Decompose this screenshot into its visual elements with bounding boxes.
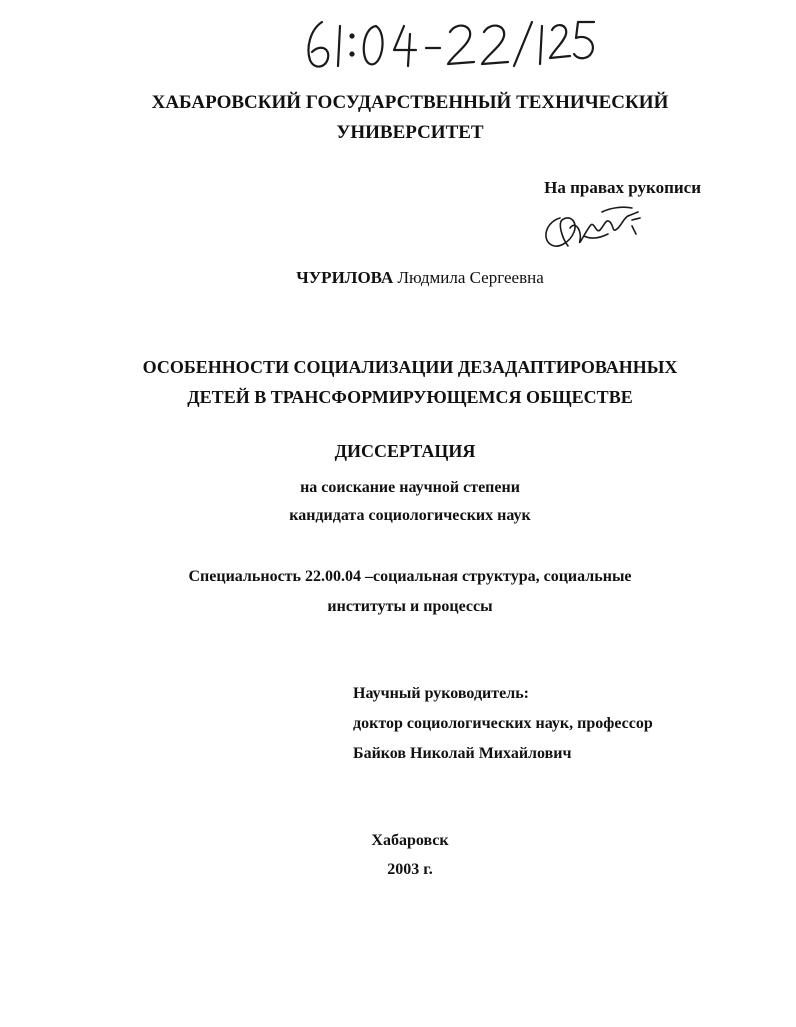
city: Хабаровск — [371, 832, 449, 849]
scientific-supervisor — [353, 679, 653, 769]
degree-line-2: кандидата социологических наук — [289, 507, 531, 524]
archive-code-handwriting — [300, 8, 600, 78]
author-signature — [540, 198, 645, 258]
university-line-2: УНИВЕРСИТЕТ — [336, 122, 484, 143]
title-line-1: ОСОБЕННОСТИ СОЦИАЛИЗАЦИИ ДЕЗАДАПТИРОВАННЫХ — [142, 357, 678, 377]
supervisor-name: Байков Николай Михайлович — [353, 745, 572, 762]
degree-line-1: на соискание научной степени — [300, 479, 520, 496]
dissertation-title — [0, 352, 796, 412]
supervisor-academic-title: доктор социологических наук, профессор — [353, 715, 653, 732]
place-and-year — [0, 826, 796, 884]
title-line-2: ДЕТЕЙ В ТРАНСФОРМИРУЮЩЕМСЯ ОБЩЕСТВЕ — [187, 387, 633, 407]
university-line-1: ХАБАРОВСКИЙ ГОСУДАРСТВЕННЫЙ ТЕХНИЧЕСКИЙ — [151, 92, 669, 113]
handwritten-archive-code — [300, 8, 600, 78]
specialty-line-2: институты и процессы — [327, 598, 493, 615]
supervisor-heading: Научный руководитель: — [353, 685, 529, 702]
year: 2003 г. — [387, 861, 433, 878]
specialty — [0, 562, 796, 622]
document-type: ДИССЕРТАЦИЯ — [334, 441, 476, 461]
signature-handwriting — [540, 198, 645, 258]
university-name — [0, 88, 796, 148]
degree-sought — [0, 474, 796, 530]
author-surname: ЧУРИЛОВА — [296, 268, 394, 287]
author-given-names: Людмила Сергеевна — [397, 268, 544, 287]
manuscript-rights-note: На правах рукописи — [544, 178, 701, 197]
author-name — [0, 268, 796, 288]
specialty-line-1: Специальность 22.00.04 –социальная структура, социальные — [188, 568, 632, 585]
